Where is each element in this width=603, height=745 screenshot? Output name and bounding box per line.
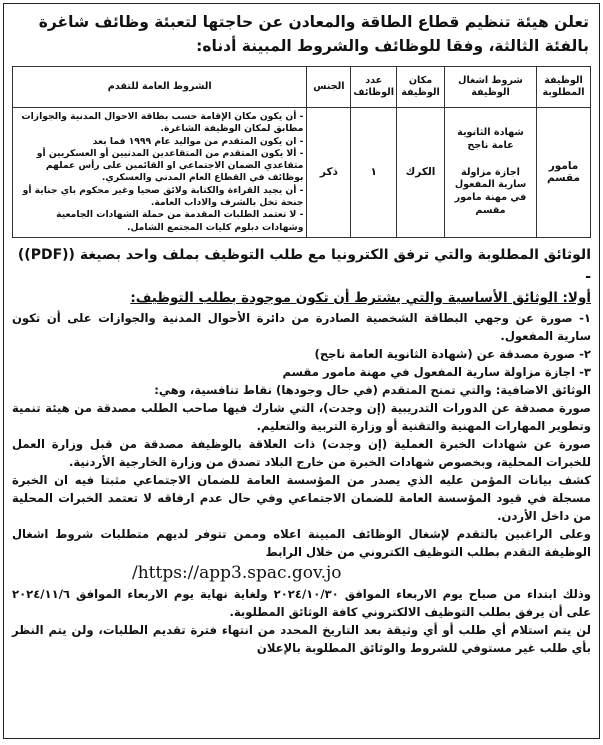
header-general-conditions: الشروط العامة للتقدم xyxy=(13,67,307,108)
additional-document-experience: صورة عن شهادات الخبرة العملية (إن وجدت) ذات العلاقة بالوظيفة مصدقة من قبل وزارة العمل للخبرات المحلية، وبخصوص شهادات الخبرة من خارج البلاد تصدق من وزارة الخارجية الأردنية. xyxy=(12,436,591,469)
condition-item: - أن يجيد القراءة والكتابة ولائق صحيا وغير محكوم باي جناية أو جنحة تخل بالشرف والاداب العامة. xyxy=(22,184,304,209)
documents-body xyxy=(12,309,591,657)
cell-gender: ذكر xyxy=(307,108,351,238)
application-dates: وذلك ابتداء من صباح يوم الاربعاء الموافق ٢٠٢٤/١٠/٣٠ ولغاية نهاية يوم الاربعاء الموافق ٢٠٢٤/١١/٦ على أن يرفق بطلب التوظيف الالكتروني كافة الوثائق المطلوبة. xyxy=(12,586,591,619)
header-location: مكان الوظيفة xyxy=(397,67,445,108)
requirement-certificate: شهادة الثانوية عامة ناجح xyxy=(457,127,524,151)
header-count: عدد الوظائف xyxy=(351,67,397,108)
table-header-row xyxy=(13,67,591,108)
header-job: الوظيفة المطلوبة xyxy=(537,67,591,108)
closing-note: لن يتم استلام أي طلب أو أي وثيقة بعد التاريخ المحدد من انتهاء فترة تقديم الطلبات، ولن يتم النظر بأي طلب غير مستوفي للشروط والوثائق المطلوبة بالإعلان xyxy=(12,622,591,655)
header-gender: الجنس xyxy=(307,67,351,108)
cell-count: ١ xyxy=(351,108,397,238)
additional-document-courses: صورة مصدقة عن الدورات التدريبية (إن وجدت)، التي شارك فيها صاحب الطلب مصدقة من هيئة تنمية وتطوير المهارات المهنية والتقنية أو وزارة التربية والتعليم. xyxy=(12,400,591,433)
cell-requirements xyxy=(445,108,537,238)
announcement-page xyxy=(3,3,600,739)
basic-document-item: ٢- صورة مصدقة عن (شهادة الثانوية العامة ناجح) xyxy=(314,346,591,361)
cell-general-conditions xyxy=(13,108,307,238)
cell-job: مامور مقسم xyxy=(537,108,591,238)
basic-document-item: ٣- اجازة مزاولة سارية المفعول في مهنة مامور مقسم xyxy=(282,364,591,379)
documents-title: الوثائق المطلوبة والتي ترفق الكترونيا مع طلب التوظيف بملف واحد بصيغة ((PDF)) - xyxy=(17,246,591,285)
basic-document-item: ١- صورة عن وجهي البطاقة الشخصية الصادرة من دائرة الأحوال المدنية والجوازات على أن تكون سارية المفعول. xyxy=(12,310,591,343)
cell-location: الكرك xyxy=(397,108,445,238)
additional-documents-intro: الوثائق الاضافية: والتي تمنح المتقدم (في حال وجودها) نقاط تنافسية، وهي: xyxy=(154,382,591,397)
table-row xyxy=(13,108,591,238)
requirement-license: اجازة مزاولة سارية المفعول في مهنة مامور مقسم xyxy=(454,166,527,217)
condition-item: - ألا يكون المتقدم من المتقاعدين المدنيين أو العسكريين أو متقاعدي الضمان الاجتماعي او القائمين على رأس عملهم بوظائف في القطاع العام المدني والعسكري. xyxy=(36,147,304,184)
condition-item: - ان يكون المتقدم من مواليد عام ١٩٩٩ فما بعد xyxy=(92,135,304,147)
header-requirements: شروط اشغال الوظيفة xyxy=(445,67,537,108)
additional-document-social-security: كشف بيانات المؤمن عليه الذي يصدر من المؤسسة العامة للضمان الاجتماعي مثبتا فيه ان الخبرة مسجلة في قيود المؤسسة العامة للضمان الاجتماعي وفي حال عدم ارفاقه لا تعتمد الخبرات المحلية من داخل الأردن. xyxy=(12,472,591,523)
condition-item: - لا تعتمد الطلبات المقدمة من حملة الشهادات الجامعية وشهادات دبلوم كليات المجتمع الشامل. xyxy=(56,209,304,233)
condition-item: - أن يكون مكان الإقامة حسب بطاقة الاحوال المدنية والجوازات مطابق لمكان الوظيفة الشاغرة. xyxy=(21,111,304,135)
jobs-table xyxy=(12,66,591,238)
application-link[interactable]: /https://app3.spac.gov.jo xyxy=(132,562,342,583)
application-invite: وعلى الراغبين بالتقدم لإشغال الوظائف المبينة اعلاه وممن تتوفر لديهم متطلبات شروط اشغال الوظيفة التقدم بطلب التوظيف الكتروني من خلال الرابط xyxy=(12,526,591,559)
announcement-headline: تعلن هيئة تنظيم قطاع الطاقة والمعادن عن حاجتها لتعبئة وظائف شاغرة بالفئة الثالثة، وفقا للوظائف والشروط المبينة أدناه: xyxy=(38,13,589,55)
basic-documents-title: أولا: الوثائق الأساسية والتي يشترط أن تكون موجودة بطلب التوظيف: xyxy=(130,289,591,306)
